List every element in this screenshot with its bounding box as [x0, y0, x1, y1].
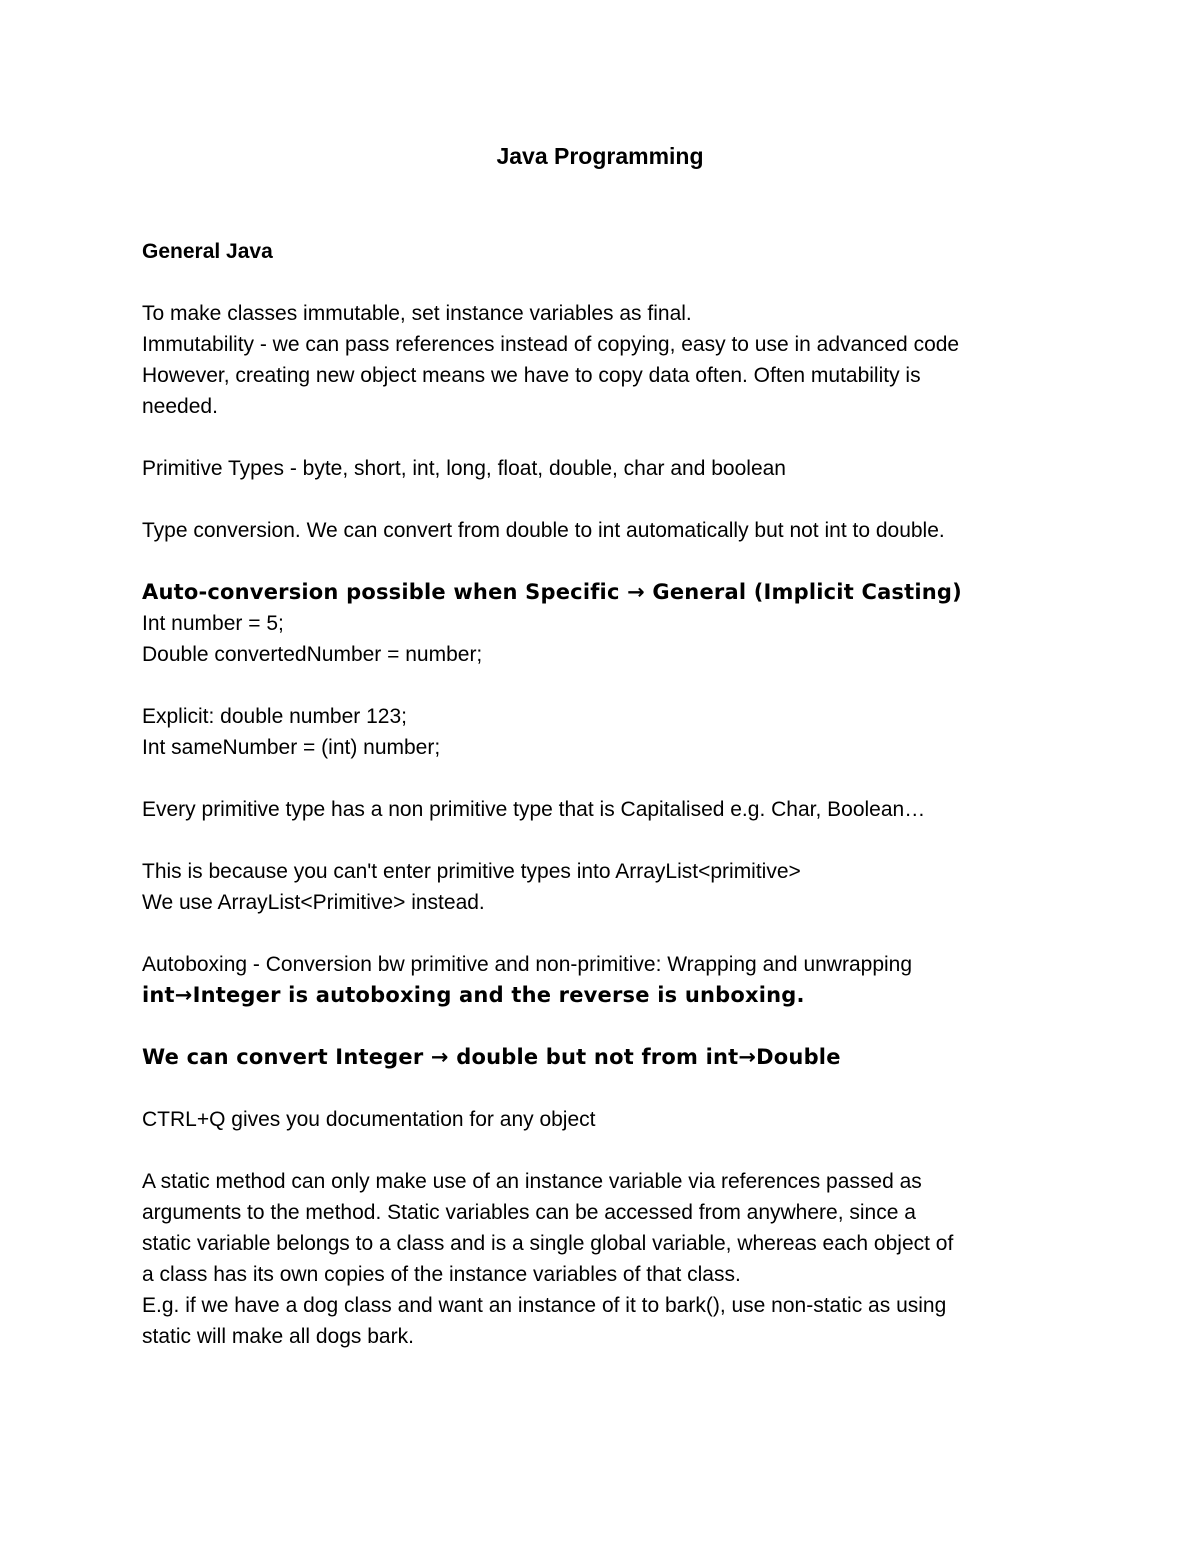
arraylist-line-1: This is because you can't enter primitive types into ArrayList<primitive> — [142, 860, 801, 883]
static-method-line-5: E.g. if we have a dog class and want an instance of it to bark(), use non-static as using — [142, 1294, 947, 1317]
paragraph-gap — [142, 546, 1062, 577]
immutability-line-4: needed. — [142, 395, 218, 418]
primitive-types-line: Primitive Types - byte, short, int, long, float, double, char and boolean — [142, 457, 786, 480]
paragraph-gap — [142, 1073, 1062, 1104]
type-conversion-line: Type conversion. We can convert from double to int automatically but not int to double. — [142, 519, 945, 542]
paragraph-gap — [142, 825, 1062, 856]
explicit-line-2: Int sameNumber = (int) number; — [142, 736, 441, 759]
autoboxing-line-1: Autoboxing - Conversion bw primitive and non-primitive: Wrapping and unwrapping — [142, 953, 913, 976]
explicit-line-1: Explicit: double number 123; — [142, 705, 407, 728]
paragraph-gap — [142, 918, 1062, 949]
paragraph-gap — [142, 1135, 1062, 1166]
auto-conversion-heading: Auto-conversion possible when Specific → General (Implicit Casting) — [142, 580, 962, 604]
paragraph-gap — [142, 422, 1062, 453]
static-method-line-3: static variable belongs to a class and is a single global variable, whereas each object of — [142, 1232, 954, 1255]
auto-conversion-code-1: Int number = 5; — [142, 612, 284, 635]
arraylist-line-2: We use ArrayList<Primitive> instead. — [142, 891, 485, 914]
section-heading: General Java — [142, 240, 273, 263]
immutability-line-3: However, creating new object means we have to copy data often. Often mutability is — [142, 364, 921, 387]
wrapper-types-line: Every primitive type has a non primitive type that is Capitalised e.g. Char, Boolean… — [142, 798, 926, 821]
auto-conversion-code-2: Double convertedNumber = number; — [142, 643, 483, 666]
static-method-line-4: a class has its own copies of the instance variables of that class. — [142, 1263, 741, 1286]
immutability-line-2: Immutability - we can pass references instead of copying, easy to use in advanced code — [142, 333, 960, 356]
integer-double-line: We can convert Integer → double but not from int→Double — [142, 1045, 841, 1069]
paragraph-gap — [142, 1011, 1062, 1042]
ctrl-q-line: CTRL+Q gives you documentation for any object — [142, 1108, 596, 1131]
document-title: Java Programming — [496, 143, 704, 169]
paragraph-gap — [142, 763, 1062, 794]
immutability-line-1: To make classes immutable, set instance variables as final. — [142, 302, 692, 325]
paragraph-gap — [142, 484, 1062, 515]
document-body — [142, 236, 1062, 1352]
static-method-line-1: A static method can only make use of an instance variable via references passed as — [142, 1170, 922, 1193]
static-method-line-6: static will make all dogs bark. — [142, 1325, 414, 1348]
paragraph-gap — [142, 670, 1062, 701]
paragraph-gap — [142, 267, 1062, 298]
static-method-line-2: arguments to the method. Static variables can be accessed from anywhere, since a — [142, 1201, 916, 1224]
autoboxing-line-2: int→Integer is autoboxing and the reverse is unboxing. — [142, 983, 805, 1007]
